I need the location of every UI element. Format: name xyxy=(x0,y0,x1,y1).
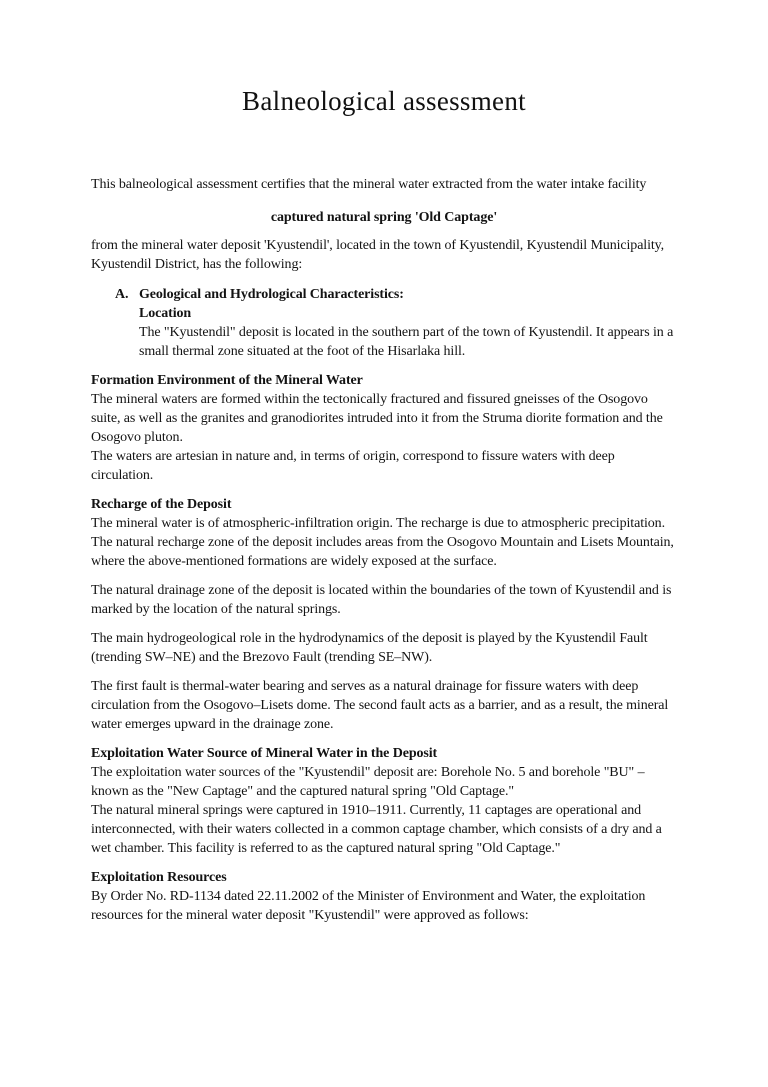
section-paragraph: The mineral water is of atmospheric-infiltration origin. The recharge is due to atmospheric precipitation. xyxy=(91,516,665,531)
document-title: Balneological assessment xyxy=(242,86,526,116)
section-a-heading: Geological and Hydrological Characteristics: xyxy=(139,287,404,302)
water-source-name: captured natural spring 'Old Captage' xyxy=(270,210,498,225)
section-heading: Exploitation Water Source of Mineral Water in the Deposit xyxy=(91,746,438,761)
section-a xyxy=(91,285,677,361)
section-recharge xyxy=(91,495,677,571)
deposit-statement: from the mineral water deposit 'Kyustendil', located in the town of Kyustendil, Kyustendil Municipality, Kyustendil District, has the following: xyxy=(91,238,665,272)
section-a-content xyxy=(139,285,677,361)
section-paragraph: By Order No. RD-1134 dated 22.11.2002 of the Minister of Environment and Water, the exploitation resources for the mineral water deposit "Kyustendil" were approved as follows: xyxy=(91,889,646,923)
section-paragraph: The natural recharge zone of the deposit includes areas from the Osogovo Mountain and Lisets Mountain, where the above-mentioned formations are widely exposed at the surface. xyxy=(91,535,674,569)
section-heading: Recharge of the Deposit xyxy=(91,497,232,512)
section-a-label: A. xyxy=(115,287,129,302)
section-paragraph: The waters are artesian in nature and, in terms of origin, correspond to fissure waters with deep circulation. xyxy=(91,449,615,483)
section-heading: Exploitation Resources xyxy=(91,870,227,885)
paragraph-drainage-zone xyxy=(91,581,677,619)
section-paragraph: The exploitation water sources of the "Kyustendil" deposit are: Borehole No. 5 and borehole "BU" – known as the "New Captage" and the captured natural spring "Old Captage." xyxy=(91,765,645,799)
certification-statement: This balneological assessment certifies that the mineral water extracted from the water intake facility xyxy=(91,177,647,192)
section-paragraph: The natural drainage zone of the deposit is located within the boundaries of the town of Kyustendil and is marked by the location of the natural springs. xyxy=(91,583,672,617)
section-exploitation-water-source xyxy=(91,744,677,858)
paragraph-faults xyxy=(91,677,677,734)
section-paragraph: The natural mineral springs were captured in 1910–1911. Currently, 11 captages are operational and interconnected, with their waters collected in a common captage chamber, which consists of a dry and a wet chamber. This facility is referred to as the captured natural spring "Old Captage." xyxy=(91,803,662,856)
section-exploitation-resources xyxy=(91,868,677,925)
paragraph-hydrogeological-role xyxy=(91,629,677,667)
section-a-text: The "Kyustendil" deposit is located in the southern part of the town of Kyustendil. It appears in a small thermal zone situated at the foot of the Hisarlaka hill. xyxy=(139,325,674,359)
section-paragraph: The mineral waters are formed within the tectonically fractured and fissured gneisses of the Osogovo suite, as well as the granites and granodiorites intruded into it from the Struma diorite formation and the Osogovo pluton. xyxy=(91,392,663,445)
section-formation-environment xyxy=(91,371,677,485)
section-a-subheading: Location xyxy=(139,306,192,321)
section-paragraph: The first fault is thermal-water bearing and serves as a natural drainage for fissure waters with deep circulation from the Osogovo–Lisets dome. The second fault acts as a barrier, and as a result, the mineral water emerges upward in the drainage zone. xyxy=(91,679,669,732)
section-paragraph: The main hydrogeological role in the hydrodynamics of the deposit is played by the Kyustendil Fault (trending SW–NE) and the Brezovo Fault (trending SE–NW). xyxy=(91,631,648,665)
section-heading: Formation Environment of the Mineral Water xyxy=(91,373,363,388)
